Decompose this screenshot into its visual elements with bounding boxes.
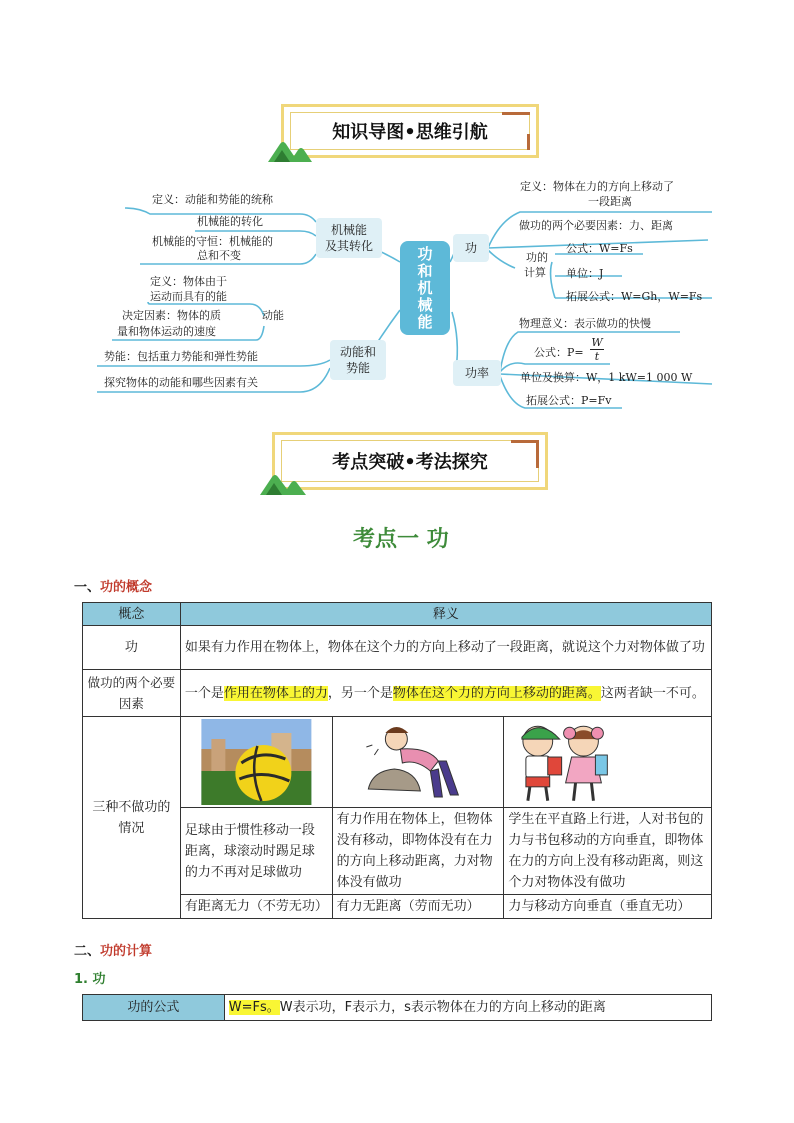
mm-work-unit: 单位：J <box>566 267 604 280</box>
exam-banner <box>272 432 548 490</box>
case1-tag: 有距离无力（不劳无功） <box>180 895 332 919</box>
lifting-image-cell <box>332 717 504 808</box>
mm-mech-conversion: 机械能的转化 <box>197 215 263 228</box>
mm-ke-factor: 决定因素：物体的质 <box>122 309 221 322</box>
mm-mech-conservation-2: 总和不变 <box>197 249 241 262</box>
work-concept-table <box>82 602 712 919</box>
row-work-label: 功 <box>83 626 181 670</box>
mm-explore-ke: 探究物体的动能和哪些因素有关 <box>104 376 258 389</box>
mm-mech-conservation: 机械能的守恒：机械能的 <box>152 235 273 248</box>
work-formula-table <box>82 994 712 1021</box>
mm-ke-label: 动能 <box>262 309 284 322</box>
formula-label: 功的公式 <box>83 995 225 1021</box>
mm-power-meaning: 物理意义：表示做功的快慢 <box>519 317 651 330</box>
section-title: 考点一 功 <box>353 527 449 552</box>
case2-description: 有力作用在物体上，但物体没有移动，即物体没有在力的方向上移动距离，力对物体没有做功 <box>332 808 504 895</box>
case1-description: 足球由于惯性移动一段距离，球滚动时踢足球的力不再对足球做功 <box>180 808 332 895</box>
banner-accent <box>536 440 539 468</box>
mm-work-definition-2: 一段距离 <box>588 195 632 208</box>
factors-highlight-force: 作用在物体上的力 <box>223 685 328 701</box>
table-header-meaning: 释义 <box>180 603 711 626</box>
mindmap-node-work: 功 <box>453 234 489 262</box>
factors-pre: 一个是 <box>184 685 224 701</box>
mindmap-node-mechanical-energy: 机械能 及其转化 <box>316 218 382 258</box>
mm-work-calc: 功的 <box>526 251 548 264</box>
mm-work-ext-formula: 拓展公式：W=Gh，W=Fs <box>566 290 703 303</box>
row-no-work-label: 三种不做功的情况 <box>83 717 181 919</box>
mm-power-fraction <box>590 336 604 363</box>
formula-explanation: W表示功，F表示力，s表示物体在力的方向上移动的距离 <box>279 1000 606 1015</box>
football-image-cell <box>180 717 332 808</box>
mm-power-numerator: W <box>591 336 603 349</box>
mm-power-denominator: t <box>594 350 600 363</box>
students-image-cell <box>504 717 712 808</box>
football-image <box>185 719 328 805</box>
factors-highlight-distance: 物体在这个力的方向上移动的距离。 <box>392 685 601 701</box>
lifting-rock-image <box>337 719 500 805</box>
mindmap-node-power: 功率 <box>453 360 501 386</box>
formula-text <box>224 995 711 1021</box>
mm-power-unit: 单位及换算：W，1 kW=1 000 W <box>520 371 693 384</box>
sub1-heading: 1. 功 <box>74 972 106 987</box>
part1-title: 功的概念 <box>100 580 153 595</box>
mm-ke-definition: 定义：物体由于 <box>150 275 227 288</box>
row-work-text: 如果有力作用在物体上，物体在这个力的方向上移动了一段距离，就说这个力对物体做了功 <box>180 626 711 670</box>
mm-mech-definition: 定义：动能和势能的统称 <box>152 193 273 206</box>
factors-post: 这两者缺一不可。 <box>600 685 705 701</box>
mm-power-formula <box>534 345 584 360</box>
part1-number: 一、 <box>74 580 101 595</box>
row-factors-label: 做功的两个必要因素 <box>83 670 181 717</box>
mm-potential-energy: 势能：包括重力势能和弹性势能 <box>104 350 258 363</box>
table-header-concept: 概念 <box>83 603 181 626</box>
case3-description: 学生在平直路上行进，人对书包的力与书包移动的方向垂直，即物体在力的方向上没有移动距离，则这个力对物体没有做功 <box>504 808 712 895</box>
part2-title: 功的计算 <box>100 944 153 959</box>
part2-number: 二、 <box>74 944 101 959</box>
mindmap-banner-title: 知识导图•思维引航 <box>290 112 530 150</box>
mm-ke-factor-2: 量和物体运动的速度 <box>117 325 216 338</box>
hills-icon <box>260 470 306 495</box>
part2-heading <box>74 940 152 959</box>
exam-banner-title: 考点突破•考法探究 <box>281 440 539 482</box>
banner-accent <box>511 440 539 443</box>
formula-highlight: W=Fs。 <box>228 1000 280 1015</box>
factors-mid: ，另一个是 <box>327 685 393 701</box>
row-factors-text <box>180 670 711 717</box>
mm-power-ext-formula: 拓展公式：P=Fv <box>526 394 612 407</box>
mm-power-formula-label: 公式：P= <box>534 346 584 359</box>
mm-work-formula: 公式：W=Fs <box>566 242 633 255</box>
students-walking-image <box>508 719 707 805</box>
mm-work-factors: 做功的两个必要因素：力、距离 <box>519 219 673 232</box>
part1-heading <box>74 576 152 595</box>
case3-tag: 力与移动方向垂直（垂直无功） <box>504 895 712 919</box>
mindmap-node-kinetic-potential: 动能和 势能 <box>330 340 386 380</box>
mm-work-definition: 定义：物体在力的方向上移动了 <box>520 180 674 193</box>
mm-work-calc-2: 计算 <box>524 266 546 279</box>
mm-ke-definition-2: 运动而具有的能 <box>150 290 227 303</box>
mindmap-center: 功和机械能 <box>400 241 450 335</box>
case2-tag: 有力无距离（劳而无功） <box>332 895 504 919</box>
